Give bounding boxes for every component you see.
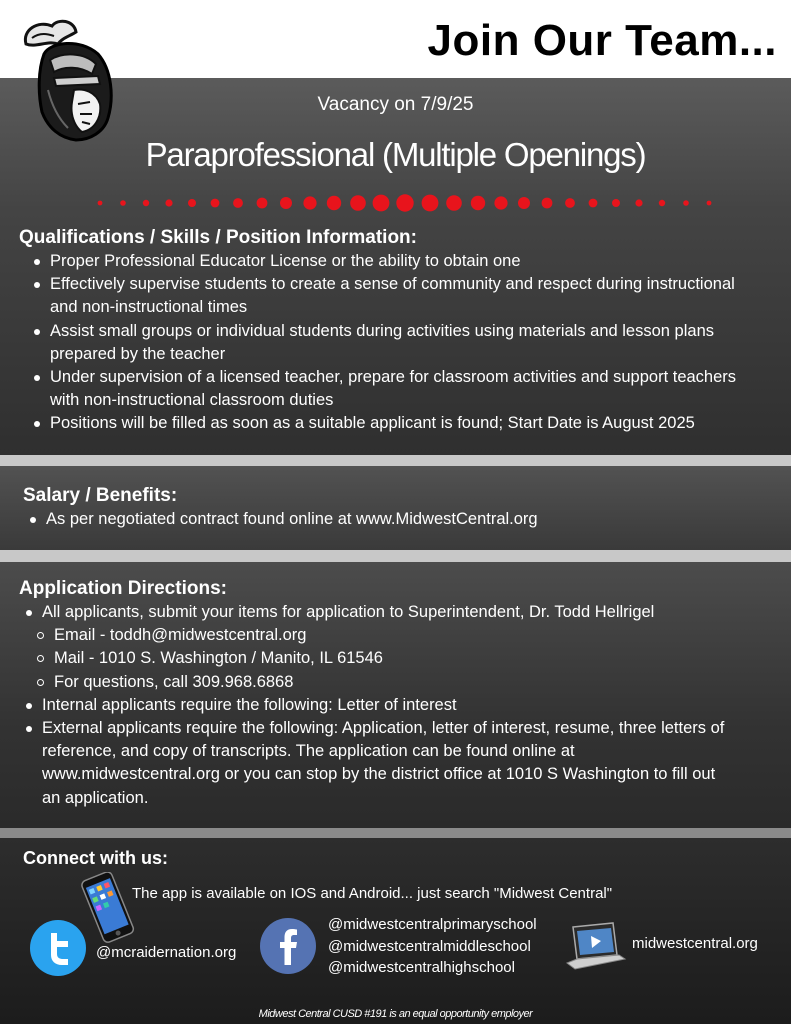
- twitter-handle[interactable]: @mcraidernation.org: [96, 944, 237, 961]
- knight-helmet-logo: [18, 14, 118, 144]
- qualifications-heading: Qualifications / Skills / Position Information:: [19, 227, 417, 248]
- list-item: All applicants, submit your items for application to Superintendent, Dr. Todd Hellrigel: [14, 601, 734, 624]
- smartphone-icon: [78, 872, 138, 944]
- list-item: Internal applicants require the following: Letter of interest: [14, 694, 734, 717]
- facebook-icon[interactable]: [259, 917, 317, 975]
- position-title: Paraprofessional (Multiple Openings): [145, 136, 646, 173]
- website-link[interactable]: midwestcentral.org: [632, 935, 758, 952]
- vacancy-date: Vacancy on 7/9/25: [317, 94, 474, 115]
- list-item: Effectively supervise students to create a sense of community and respect during instructional and non-instructional times: [22, 273, 762, 319]
- app-availability-text: The app is available on IOS and Android... just search "Midwest Central": [132, 885, 613, 902]
- connect-heading: Connect with us:: [23, 848, 168, 868]
- decorative-dot-row: [90, 188, 720, 218]
- divider: [0, 550, 791, 562]
- facebook-page-link[interactable]: @midwestcentralhighschool: [328, 959, 515, 976]
- footer-disclaimer: Midwest Central CUSD #191 is an equal opportunity employer: [258, 1008, 533, 1020]
- list-subitem-email: Email - toddh@midwestcentral.org: [14, 624, 734, 647]
- twitter-icon[interactable]: [29, 919, 87, 977]
- salary-heading: Salary / Benefits:: [23, 485, 178, 506]
- laptop-icon: [563, 921, 627, 973]
- list-subitem-mail: Mail - 1010 S. Washington / Manito, IL 61546: [14, 647, 734, 670]
- list-subitem-phone: For questions, call 309.968.6868: [14, 671, 734, 694]
- list-item: Assist small groups or individual students during activities using materials and lesson plans prepared by the teacher: [22, 320, 762, 366]
- list-item: As per negotiated contract found online at www.MidwestCentral.org: [18, 508, 758, 531]
- divider: [0, 828, 791, 838]
- facebook-page-link[interactable]: @midwestcentralmiddleschool: [328, 937, 531, 955]
- application-heading: Application Directions:: [19, 578, 227, 599]
- page-title: Join Our Team...: [427, 16, 777, 65]
- divider: [0, 455, 791, 466]
- list-item: Proper Professional Educator License or the ability to obtain one: [22, 250, 762, 273]
- header-bar: [0, 0, 791, 78]
- list-item: Under supervision of a licensed teacher, prepare for classroom activities and support teachers with non-instructional classroom duties: [22, 366, 762, 412]
- list-item: Positions will be filled as soon as a suitable applicant is found; Start Date is August 2025: [22, 412, 762, 435]
- application-list: [14, 601, 734, 810]
- qualifications-list: [22, 250, 762, 436]
- salary-list: [18, 508, 758, 531]
- list-item: External applicants require the following: Application, letter of interest, resume, three letters of reference, and copy of transcripts. The application can be found online at www.midwestcentral.org or you can stop by the district office at 1010 S Washington to fill out an application.: [14, 717, 734, 810]
- facebook-pages: [328, 914, 537, 979]
- facebook-page-link[interactable]: @midwestcentralprimaryschool: [328, 916, 537, 933]
